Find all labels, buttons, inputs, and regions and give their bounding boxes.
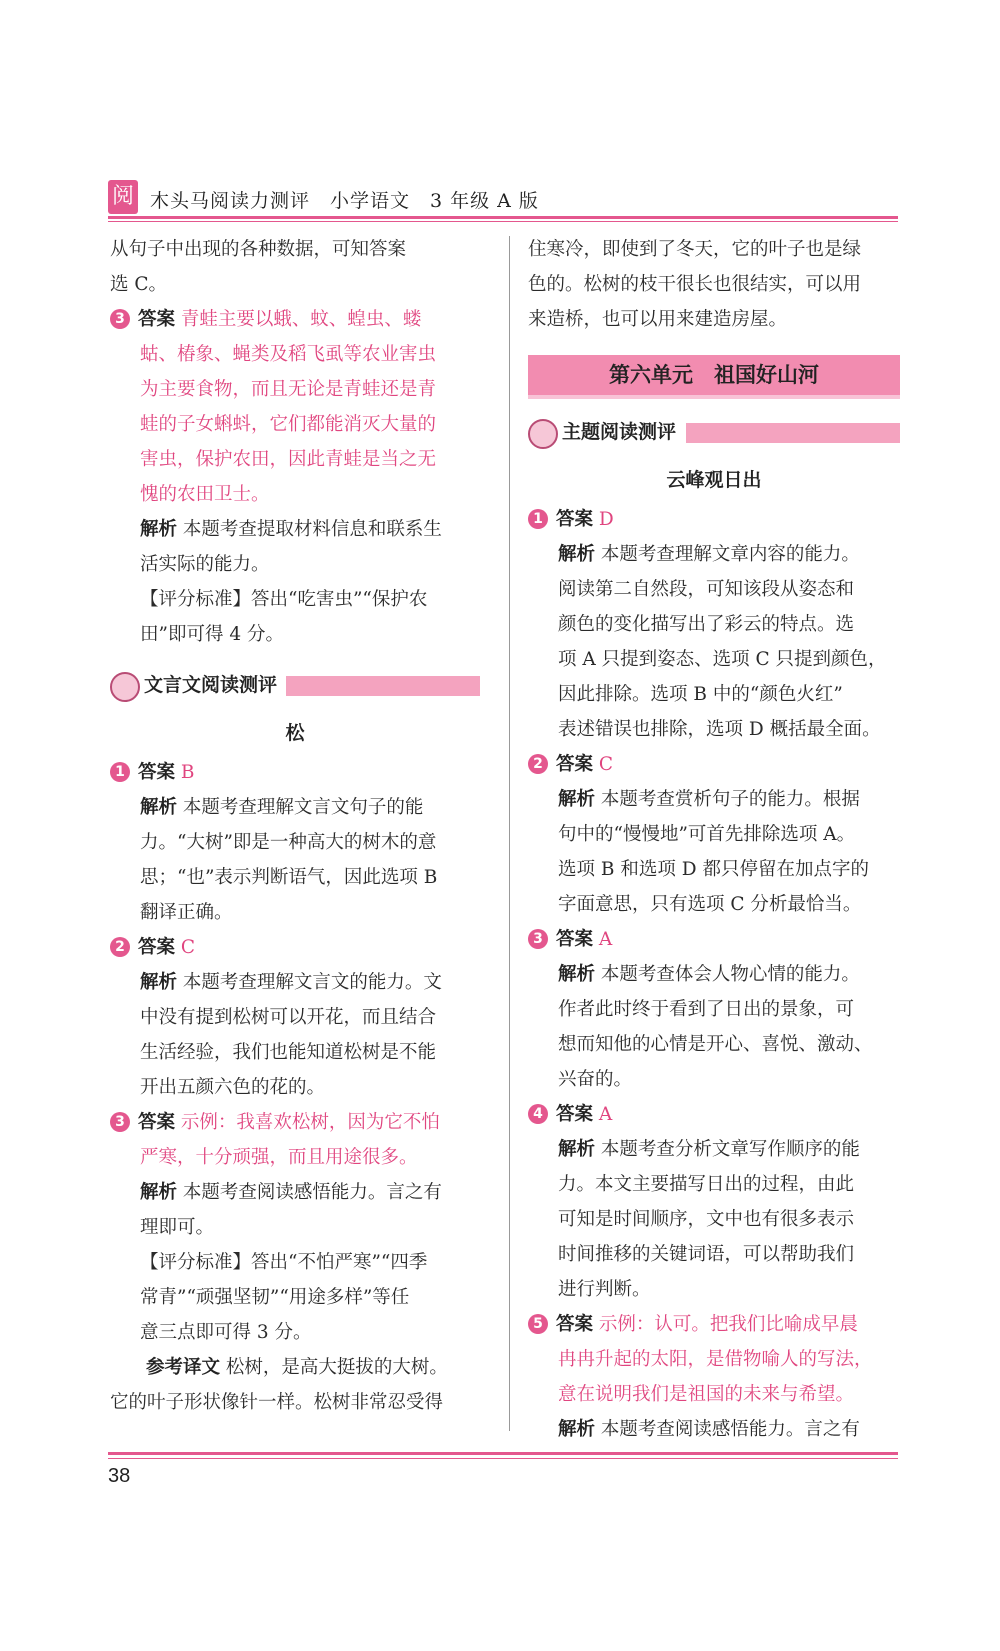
answer-text: 蛄、椿象、蝇类及稻飞虱等农业害虫 [140,344,437,365]
answer-label: 答案 [556,509,594,530]
article-title: 云峰观日出 [666,469,762,491]
question-number: 2 [528,754,548,774]
analysis-text: 可知是时间顺序，文中也有很多表示 [558,1209,855,1230]
analysis [528,537,900,572]
header-title: 木头马阅读力测评 小学语文 3 年级 A 版 [150,190,539,212]
analysis [110,965,480,1000]
scoring-text: 【评分标准】答出“吃害虫”“保护农 [140,589,428,610]
analysis-text: 作者此时终于看到了日出的景象，可 [558,999,855,1020]
question-number: 3 [528,929,548,949]
right-column [528,232,900,1447]
analysis-label: 解析 [140,972,178,993]
analysis-text: 本题考查阅读感悟能力。言之有 [600,1419,860,1440]
answer-label: 答案 [556,1104,594,1125]
analysis-text: 本题考查理解文章内容的能力。 [600,544,860,565]
page-header [108,180,898,220]
analysis-text: 时间推移的关键词语，可以帮助我们 [558,1244,855,1265]
answer-text: A [598,929,613,950]
question-3b-answer [110,1105,480,1140]
book-logo-icon: 阅 [108,180,138,214]
analysis-text: 本题考查分析文章写作顺序的能 [600,1139,860,1160]
analysis-text: 理即可。 [140,1217,215,1238]
answer-label: 答案 [138,762,176,783]
answer-label: 答案 [556,1314,594,1335]
analysis-text: 句中的“慢慢地”可首先排除选项 A。 [558,824,856,845]
analysis-text: 因此排除。选项 B 中的“颜色火红” [558,684,843,705]
analysis-label: 解析 [558,544,596,565]
answer-text: 愧的农田卫士。 [140,484,270,505]
question-4-answer [528,1097,900,1132]
question-number: 3 [110,309,130,329]
analysis-text: 字面意思，只有选项 C 分析最恰当。 [558,894,862,915]
analysis [110,790,480,825]
question-1-answer [528,502,900,537]
question-3-answer [528,922,900,957]
answer-text: 害虫，保护农田，因此青蛙是当之无 [140,449,437,470]
analysis-label: 解析 [558,789,596,810]
question-5-answer [528,1307,900,1342]
question-number: 1 [528,509,548,529]
analysis-text: 中没有提到松树可以开花，而且结合 [140,1007,437,1028]
column-divider [509,236,510,1431]
analysis-text: 阅读第二自然段，可知该段从姿态和 [558,579,855,600]
analysis [110,512,480,547]
header-rule-thin [108,221,898,222]
analysis [528,1132,900,1167]
translation-text: 色的。松树的枝干很长也很结实，可以用 [528,274,862,295]
scoring-text: 常青”“顽强坚韧”“用途多样”等任 [140,1287,410,1308]
answer-label: 答案 [138,937,176,958]
question-number: 1 [110,762,130,782]
analysis-text: 本题考查提取材料信息和联系生 [182,519,442,540]
scoring-text: 田”即可得 4 分。 [140,624,284,645]
analysis-label: 解析 [558,964,596,985]
scoring-text: 【评分标准】答出“不怕严寒”“四季 [140,1252,428,1273]
question-3-answer [110,302,480,337]
page-number: 38 [108,1465,131,1487]
answer-text: 示例：认可。把我们比喻成早晨 [598,1314,858,1335]
question-number: 4 [528,1104,548,1124]
analysis-text: 活实际的能力。 [140,554,270,575]
translation-text: 松树，是高大挺拔的大树。 [225,1357,448,1378]
reader-mascot-icon [110,672,140,702]
question-2-answer [110,930,480,965]
translation-text: 住寒冷，即使到了冬天，它的叶子也是绿 [528,239,862,260]
answer-text: C [598,754,614,775]
analysis-label: 解析 [140,519,178,540]
answer-text: 意在说明我们是祖国的未来与希望。 [558,1384,855,1405]
section-header-classical [110,664,480,710]
analysis-text: 项 A 只提到姿态、选项 C 只提到颜色， [558,649,887,670]
analysis [528,957,900,992]
section-header-theme [528,411,900,457]
translation-text: 它的叶子形状像针一样。松树非常忍受得 [110,1392,444,1413]
answer-text: B [180,762,195,783]
section-title: 文言文阅读测评 [144,674,278,696]
analysis-text: 本题考查阅读感悟能力。言之有 [182,1182,442,1203]
section-title: 主题阅读测评 [562,421,677,443]
analysis [110,1175,480,1210]
analysis-text: 本题考查理解文言文句子的能 [182,797,424,818]
analysis-label: 解析 [140,1182,178,1203]
analysis-text: 颜色的变化描写出了彩云的特点。选 [558,614,855,635]
analysis-text: 进行判断。 [558,1279,651,1300]
analysis-text: 本题考查理解文言文的能力。文 [182,972,442,993]
question-number: 2 [110,937,130,957]
answer-text: 冉冉升起的太阳，是借物喻人的写法， [558,1349,873,1370]
answer-label: 答案 [138,309,176,330]
analysis-text: 本题考查赏析句子的能力。根据 [600,789,860,810]
translation-text: 来造桥，也可以用来建造房屋。 [528,309,788,330]
answer-text: C [180,937,196,958]
analysis-text: 本题考查体会人物心情的能力。 [600,964,860,985]
analysis-text: 力。本文主要描写日出的过程，由此 [558,1174,855,1195]
header-rule [108,216,898,219]
question-number: 5 [528,1314,548,1334]
answer-text: 青蛙主要以蛾、蚊、蝗虫、蝼 [180,309,422,330]
footer-rule [108,1452,898,1455]
analysis-text: 力。“大树”即是一种高大的树木的意 [140,832,437,853]
analysis-text: 选项 B 和选项 D 都只停留在加点字的 [558,859,869,880]
answer-text: D [598,509,614,530]
question-number: 3 [110,1112,130,1132]
unit-banner: 第六单元 祖国好山河 [528,355,900,395]
left-column [110,232,480,1420]
analysis-text: 兴奋的。 [558,1069,633,1090]
answer-text: 蛙的子女蝌蚪，它们都能消灭大量的 [140,414,437,435]
answer-label: 答案 [556,754,594,775]
analysis-text: 思；“也”表示判断语气，因此选项 B [140,867,438,888]
analysis-label: 解析 [558,1419,596,1440]
answer-text: 严寒，十分顽强，而且用途很多。 [140,1147,418,1168]
analysis-label: 解析 [558,1139,596,1160]
question-2-answer [528,747,900,782]
section-bar [686,423,900,443]
text-line: 选 C。 [110,274,168,295]
answer-text: 示例：我喜欢松树，因为它不怕 [180,1112,440,1133]
translation [110,1350,480,1385]
reader-mascot-icon [528,419,558,449]
analysis-text: 想而知他的心情是开心、喜悦、激动、 [558,1034,873,1055]
question-1-answer [110,755,480,790]
text-line: 从句子中出现的各种数据，可知答案 [110,239,407,260]
analysis-text: 开出五颜六色的花的。 [140,1077,326,1098]
answer-text: A [598,1104,613,1125]
analysis-text: 生活经验，我们也能知道松树是不能 [140,1042,437,1063]
footer-rule-thin [108,1458,898,1459]
article-title: 松 [285,722,305,744]
section-bar [286,676,480,696]
answer-label: 答案 [138,1112,176,1133]
scoring-text: 意三点即可得 3 分。 [140,1322,312,1343]
translation-label: 参考译文 [146,1357,221,1378]
analysis-text: 表述错误也排除，选项 D 概括最全面。 [558,719,881,740]
answer-label: 答案 [556,929,594,950]
analysis [528,782,900,817]
analysis [528,1412,900,1447]
analysis-label: 解析 [140,797,178,818]
analysis-text: 翻译正确。 [140,902,233,923]
answer-text: 为主要食物，而且无论是青蛙还是青 [140,379,437,400]
